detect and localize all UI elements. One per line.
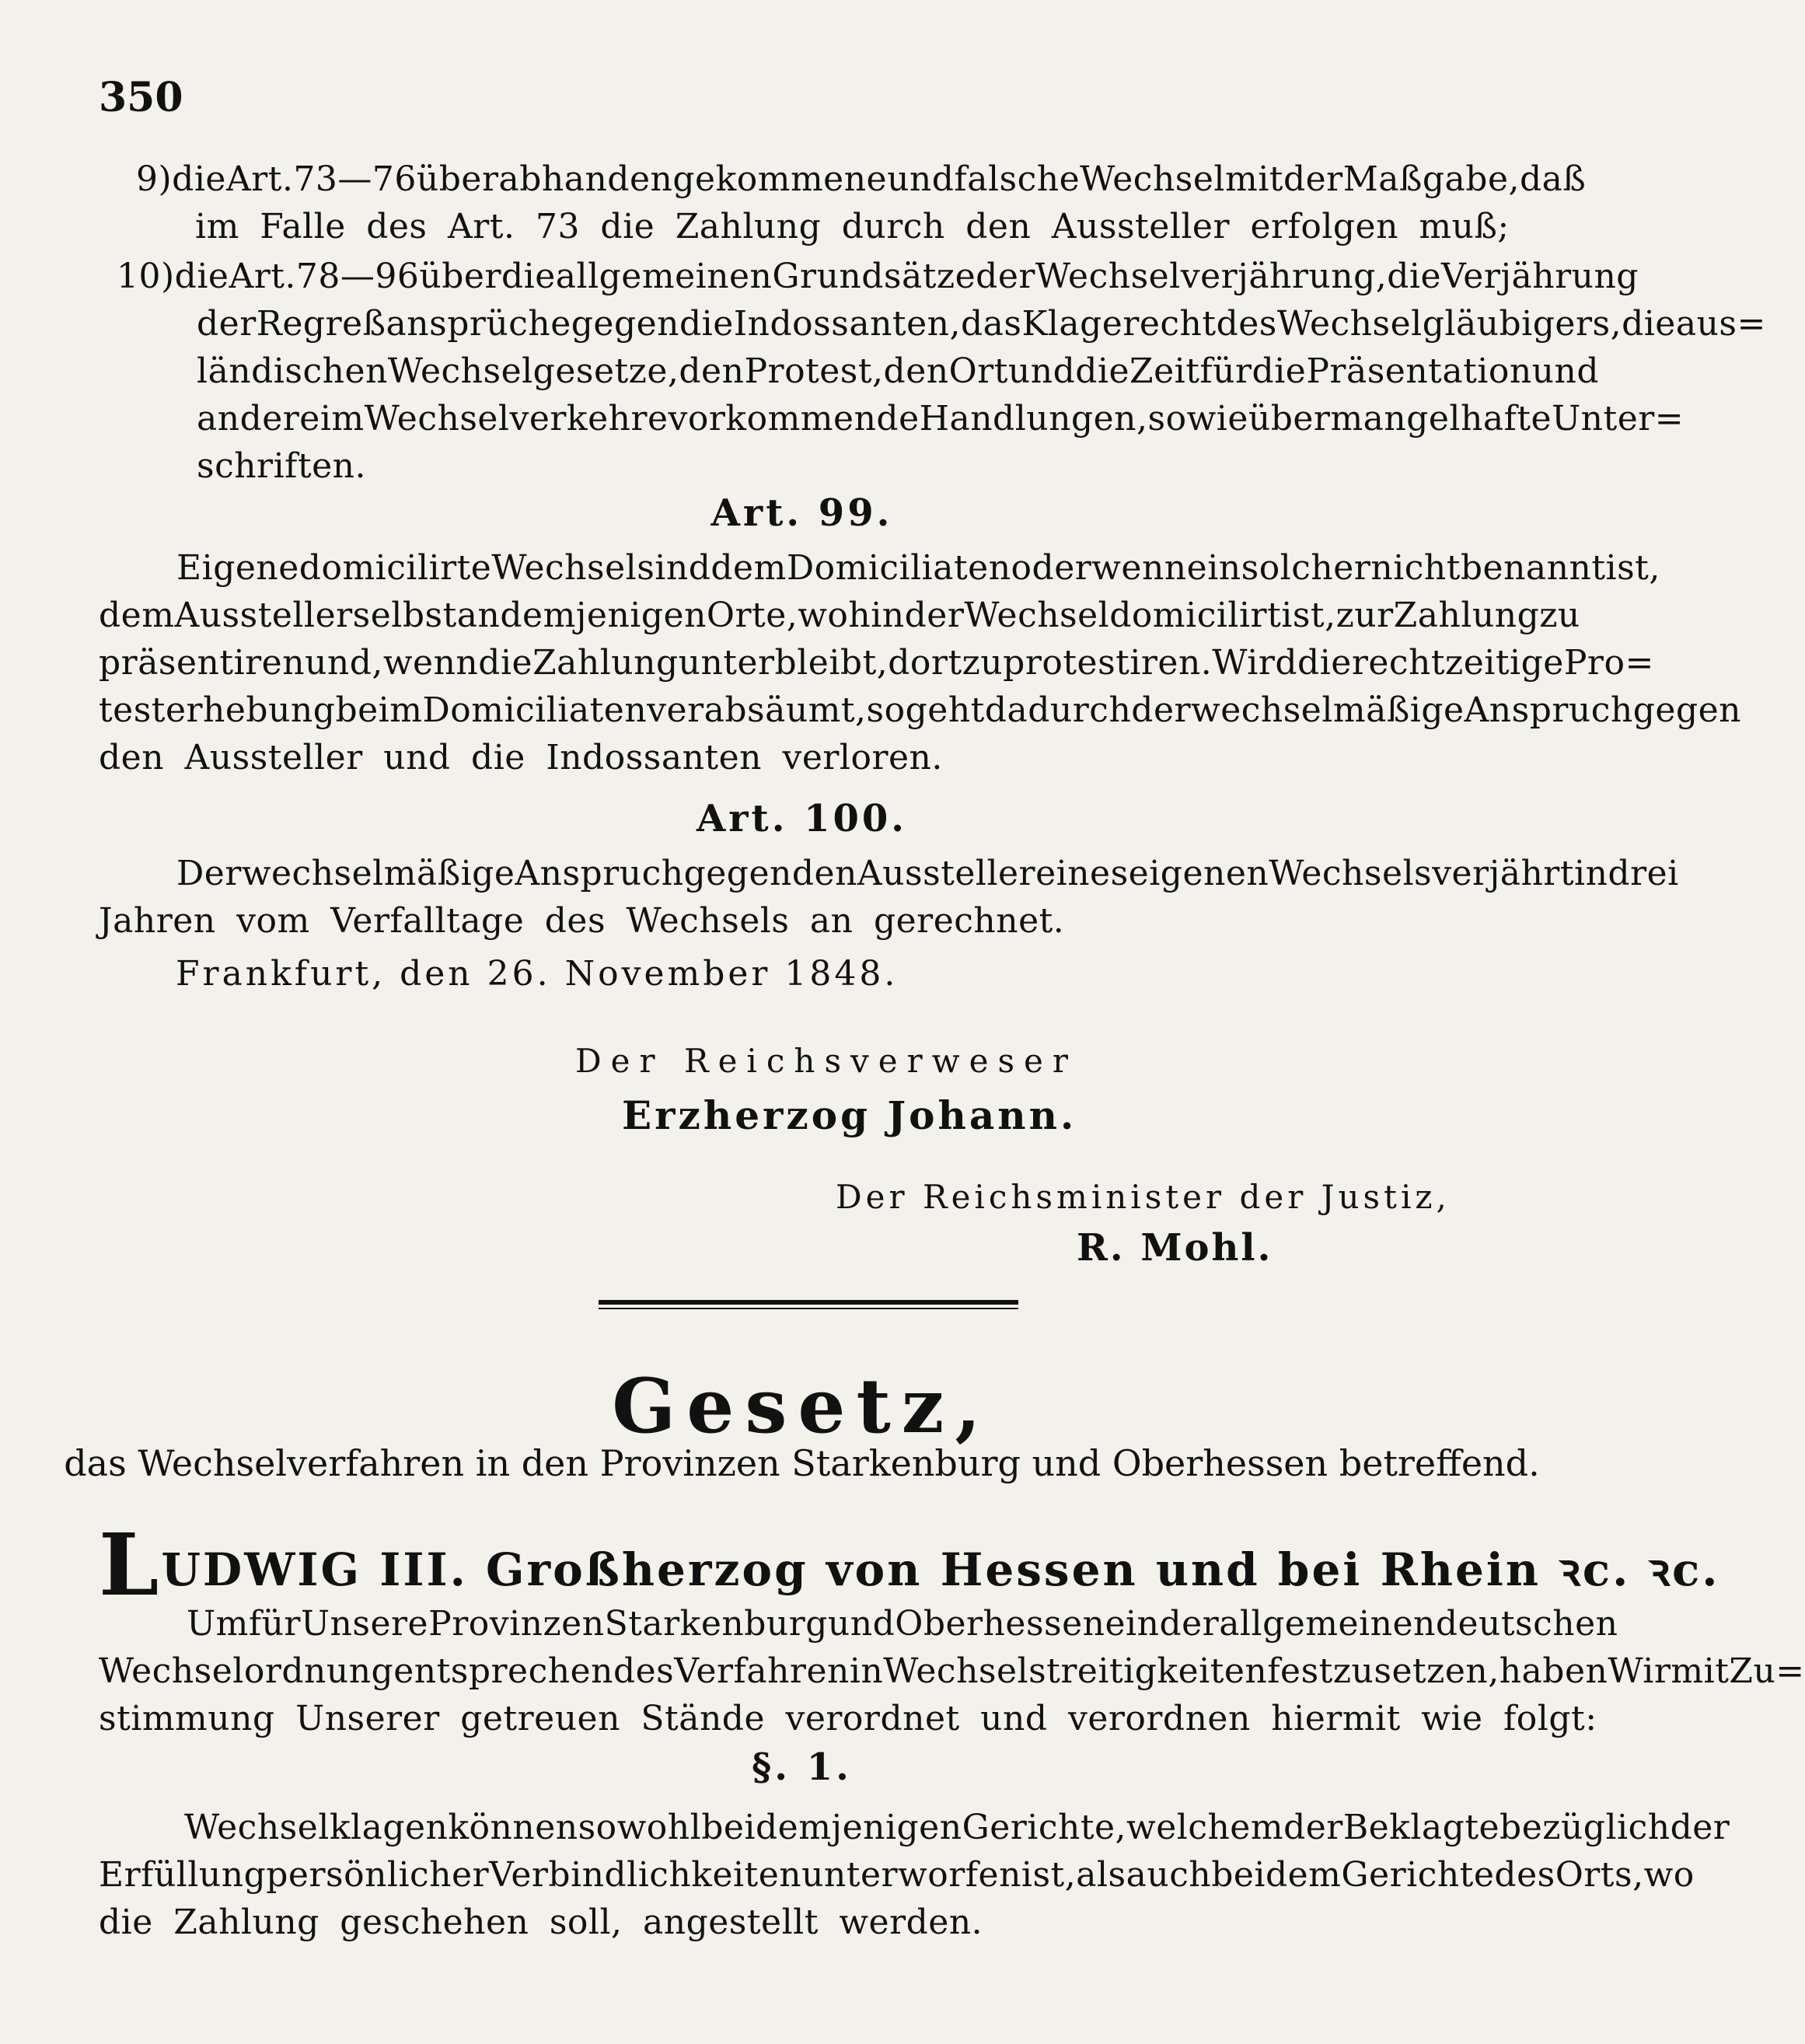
law-preamble <box>99 1600 1805 1742</box>
signature-name-regent: Erzherzog Johann. <box>622 1092 1077 1138</box>
list-item-10-line-4: andere im Wechselverkehre vorkommende Handlungen, so wie über mangelhafte Unter= <box>197 399 1685 438</box>
signature-office-regent: Der Reichsverweser <box>575 1042 1077 1080</box>
ruler-initial: L <box>99 1515 162 1615</box>
section-divider <box>599 1300 1018 1305</box>
section-1-text <box>99 1804 1730 1946</box>
article-100-heading: Art. 100. <box>696 797 908 840</box>
list-item-9-line-2: im Falle des Art. 73 die Zahlung durch den Aussteller erfolgen muß; <box>195 207 1510 246</box>
article-99-line-5: den Aussteller und die Indossanten verloren. <box>99 738 943 777</box>
date-line: Frankfurt, den 26. November 1848. <box>176 954 899 994</box>
law-subtitle: das Wechselverfahren in den Provinzen Starkenburg und Oberhessen betreffend. <box>64 1442 1540 1484</box>
list-item-10-line-3: ländischen Wechselgesetze, den Protest, den Ort und die Zeit für die Präsentation und <box>197 351 1599 391</box>
section-1-line-2: Erfüllung persönlicher Verbindlichkeiten unterworfen ist, als auch bei dem Gerichte des Orts, wo <box>99 1855 1695 1895</box>
list-item-9 <box>136 155 1587 250</box>
page-number: 350 <box>99 74 183 121</box>
article-99-heading: Art. 99. <box>710 491 893 535</box>
signature-office-minister: Der Reichsminister der Justiz, <box>836 1178 1451 1216</box>
preamble-line-1: Um für Unsere Provinzen Starkenburg und Oberhessen ein der allgemeinen deutschen <box>187 1604 1618 1644</box>
list-item-10 <box>117 253 1766 490</box>
list-item-9-line-1: 9) die Art. 73—76 über abhanden gekommene und falsche Wechsel mit der Maßgabe, daß <box>136 159 1587 199</box>
article-99-line-4: testerhebung beim Domiciliaten verabsäumt, so geht dadurch der wechselmäßige Anspruch gegen <box>99 690 1741 730</box>
article-100-text <box>99 850 1679 945</box>
list-item-10-line-1: 10) die Art. 78—96 über die allgemeinen Grundsätze der Wechselverjährung, die Verjährung <box>117 257 1639 296</box>
section-divider-thin <box>599 1308 1018 1309</box>
signature-name-minister: R. Mohl. <box>1077 1226 1273 1270</box>
section-1-line-3: die Zahlung geschehen soll, angestellt werden. <box>99 1902 983 1942</box>
preamble-line-3: stimmung Unserer getreuen Stände verordnet und verordnen hiermit wie folgt: <box>99 1699 1597 1738</box>
list-item-10-line-2: der Regreßansprüche gegen die Indossanten, das Klagerecht des Wechselgläubigers, die aus= <box>197 304 1766 344</box>
list-item-10-line-5: schriften. <box>197 446 366 486</box>
law-title: Gesetz, <box>612 1362 992 1450</box>
article-99-line-2: dem Aussteller selbst an demjenigen Orte, wohin der Wechsel domicilirt ist, zur Zahlung zu <box>99 596 1580 635</box>
article-100-line-1: Der wechselmäßige Anspruch gegen den Aussteller eines eigenen Wechsels verjährt in drei <box>176 854 1679 893</box>
preamble-line-2: Wechselordnung entsprechendes Verfahren in Wechselstreitigkeiten festzusetzen, haben Wir mit Zu= <box>99 1651 1805 1691</box>
section-1-heading: §. 1. <box>752 1745 852 1789</box>
article-99-line-1: Eigene domicilirte Wechsel sind dem Domiciliaten oder wenn ein solcher nicht benannt ist, <box>176 548 1660 588</box>
article-100-line-2: Jahren vom Verfalltage des Wechsels an gerechnet. <box>99 901 1065 941</box>
ruler-title-text: UDWIG III. Großherzog von Hessen und bei Rhein ꝛc. ꝛc. <box>161 1543 1720 1596</box>
article-99-text <box>99 544 1741 781</box>
article-99-line-3: präsentiren und, wenn die Zahlung unterbleibt, dort zu protestiren. Wird die rechtzeitige Pro= <box>99 643 1654 683</box>
section-1-line-1: Wechselklagen können sowohl bei demjenigen Gerichte, welchem der Beklagte bezüglich der <box>184 1808 1730 1847</box>
